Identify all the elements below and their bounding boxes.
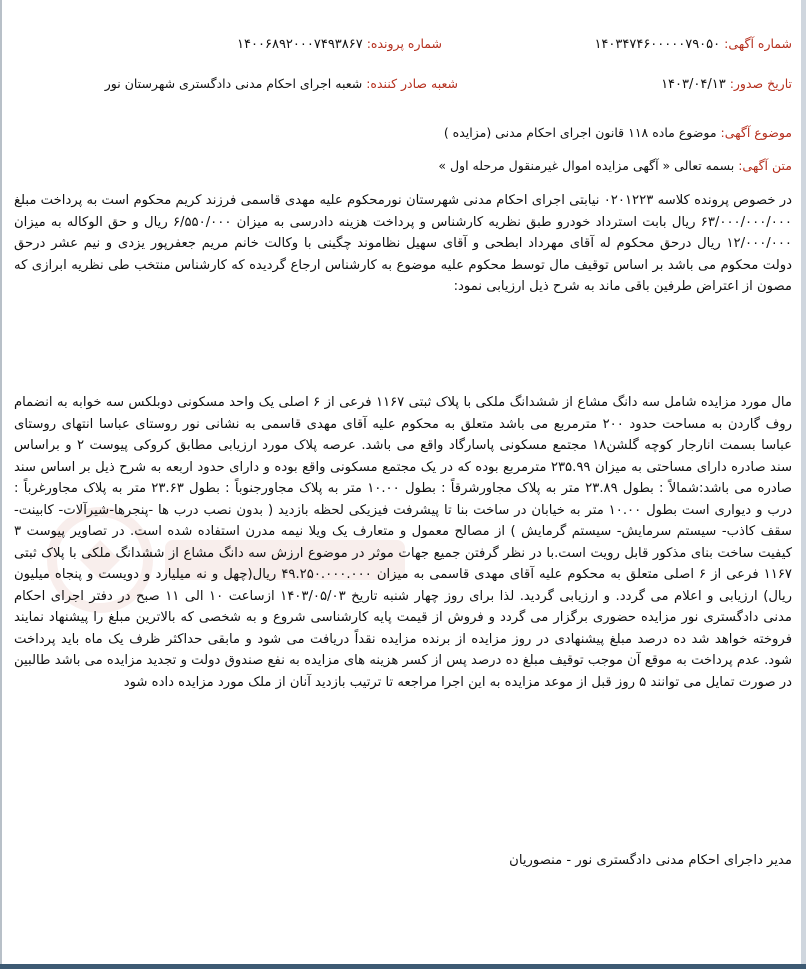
notice-number: ۱۴۰۳۴۷۴۶۰۰۰۰۰۷۹۰۵۰: [594, 37, 721, 52]
text-label: متن آگهی:: [738, 158, 792, 173]
intro-paragraph: [14, 190, 792, 298]
text-title: بسمه تعالی « آگهی مزایده اموال غیرمنقول مرحله اول »: [438, 158, 735, 173]
subject-row: [444, 125, 792, 140]
paragraph-1: در خصوص پرونده کلاسه ۰۲۰۱۲۲۳ نیابتی اجرای احکام مدنی شهرستان نورمحکوم علیه مهدی قاسمی فرزند کریم محکوم است به پرداخت مبلغ ۶۳/۰۰۰/۰۰۰/۰۰۰ ریال بابت استرداد خودرو طبق نظریه کارشناس و پرداخت هزینه دادرسی به میزان ۶/۵۵۰/۰۰۰ ریال و حق الوکاله به میزان ۱۲/۰۰۰/۰۰۰ ریال درحق محکوم له آقای مهرداد ابطحی و آقای سهیل نظاموند چگینی با وکالت خانم مریم جعفرپور یزدی و نیم عشر درحق دولت محکوم می باشد بر اساس توقیف مال توسط محکوم علیه موضوع به کارشناس ارجاع گردیده که کارشناس منتخب طی نظریه ابرازی که مصون از اعتراض طرفین باقی ماند به شرح ذیل ارزیابی نمود:: [14, 193, 793, 294]
issue-date-label: تاریخ صدور:: [729, 76, 792, 91]
left-border: [0, 0, 2, 969]
issue-date-row: [661, 76, 792, 92]
right-border: [801, 0, 806, 969]
paragraph-2: مال مورد مزایده شامل سه دانگ مشاع از ششدانگ ملکی با پلاک ثبتی ۱۱۶۷ فرعی از ۶ اصلی یک واحد مسکونی دوبلکس سه خوابه به انضمام روف گاردن به مساحت حدود ۲۰۰ مترمربع می باشد متعلق به محکوم علیه آقای مهدی قاسمی به نشانی نور روستای عباسا انتهای روستای عباسا بسمت انارجار کوچه گلشن۱۸ مجتمع مسکونی پاسارگاد واقع می باشد. عرصه پلاک مورد ارزیابی مطابق کروکی پیوست ۲ و براساس سند صادره دارای مساحتی به میزان ۲۳۵.۹۹ مترمربع بوده که در یک مجتمع مسکونی واقع بوده و دارای حدود اربعه به شرح ذیل بر اساس سند صادره می باشد:شمالاً : بطول ۲۳.۸۹ متر به پلاک مجاورشرقاً : بطول ۱۰.۰۰ متر به پلاک مجاورجنوباً : بطول ۲۳.۶۳ متر به پلاک مجاورغرباً : درب و دیواری است بطول ۱۰.۰۰ متر به خیابان در ساخت بنا تا پیشرفت فیزیکی لحظه بازدید ( بدون نصب درب ها -پنجرها-شیرآلات- کابینت- سقف کاذب- سیستم سرمایش- سیستم گرمایش ) از مصالح معمول و متعارف یک ویلا نیمه مدرن استفاده شده است. در تصاویر پیوست ۳ کیفیت ساخت بنای مذکور قابل رویت است.با در نظر گرفتن جمیع جهات موثر در موضوع ارزش سه دانگ مشاع از ششدانگ ملکی با پلاک ثبتی ۱۱۶۷ فرعی از ۶ اصلی متعلق به محکوم علیه آقای مهدی قاسمی به میزان ۴۹.۲۵۰.۰۰۰.۰۰۰ ریال(چهل و نه میلیارد و دویست و پنجاه میلیون ریال) ارزیابی و اعلام می گردد. و ارزیابی گردید. لذا برای روز چهار شنبه تاریخ ۱۴۰۳/۰۵/۰۳ ازساعت ۱۰ الی ۱۱ صبح در دفتر اجرای احکام مدنی دادگستری نور مزایده حضوری برگزار می گردد و فروش از قیمت پایه کارشناسی شروع و به شخصی که بالاترین مبلغ را پیشنهاد نمایند فروخته خواهد شد ده درصد مبلغ پیشنهادی در روز مزایده از برنده مزایده نقداً دریافت می شود و مابقی حداکثر ظرف یک ماه باید پرداخت شود. عدم پرداخت به موقع آن موجب توقیف مبلغ ده درصد پس از کسر هزینه های مزایده به نفع صندوق دولت و تجدید مزایده می باشد طالبین در صورت تمایل می توانند ۵ روز قبل از موعد مزایده به این اجرا مراجعه تا ترتیب بازدید آنان از ملک مورد مزایده داده شود: [14, 395, 793, 690]
file-number-row: [237, 36, 442, 52]
notice-number-label: شماره آگهی:: [724, 36, 792, 51]
signature: مدیر داجرای احکام مدنی دادگستری نور - منصوریان: [509, 853, 792, 868]
signature-block: [14, 850, 792, 872]
bottom-accent-bar: [0, 964, 806, 969]
notice-number-row: [594, 36, 792, 52]
issuer-label: شعبه صادر کننده:: [366, 76, 458, 91]
subject: موضوع ماده ۱۱۸ قانون اجرای احکام مدنی (مزایده ): [443, 125, 717, 140]
text-title-row: [438, 158, 792, 173]
issue-date: ۱۴۰۳/۰۴/۱۳: [661, 77, 726, 92]
subject-label: موضوع آگهی:: [720, 125, 792, 140]
file-number-label: شماره پرونده:: [366, 36, 442, 51]
file-number: ۱۴۰۰۶۸۹۲۰۰۰۷۴۹۳۸۶۷: [237, 37, 363, 52]
issuer-row: [105, 76, 458, 91]
issuer: شعبه اجرای احکام مدنی دادگستری شهرستان نور: [104, 76, 363, 91]
auction-details-paragraph: [14, 392, 792, 693]
